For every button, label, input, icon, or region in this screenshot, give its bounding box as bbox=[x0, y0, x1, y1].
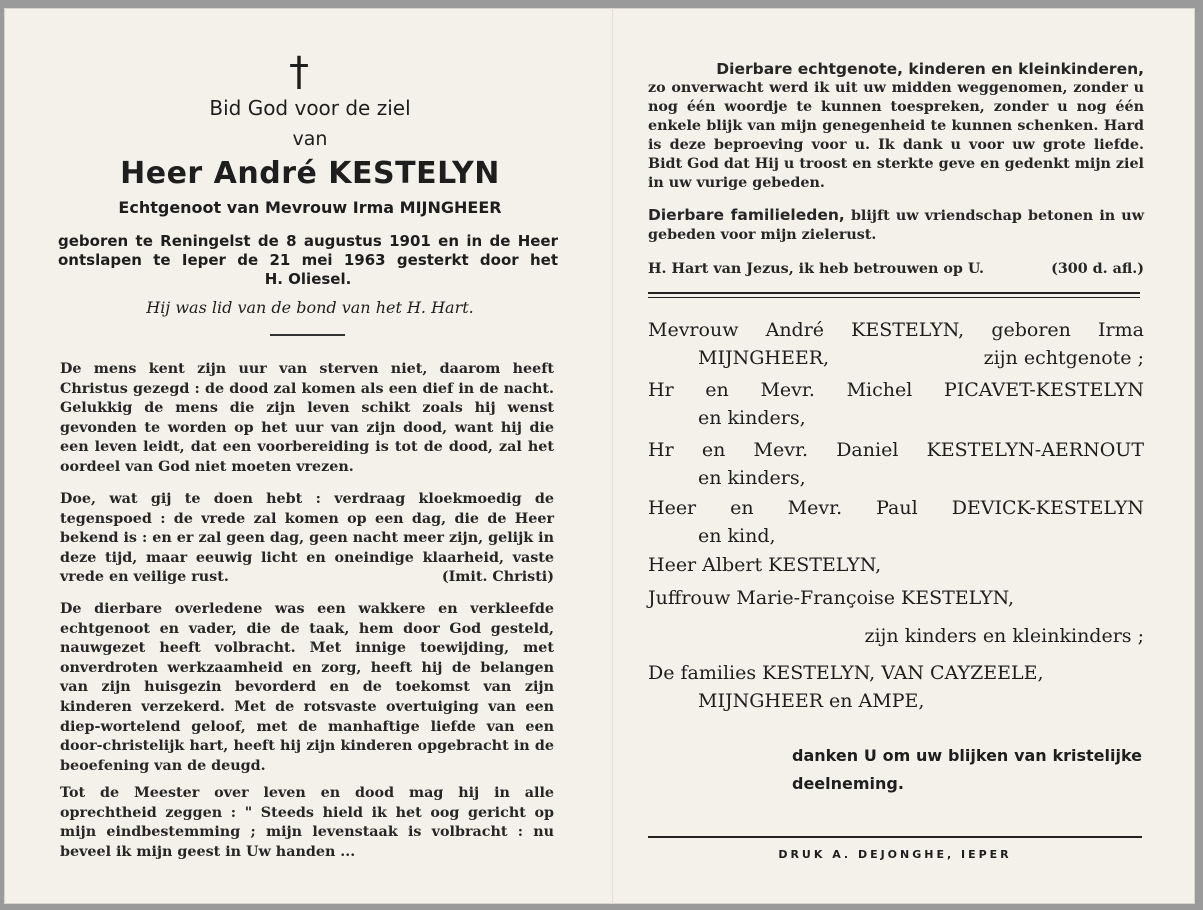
family-7-text: zijn kinders en kleinkinders ; bbox=[864, 625, 1144, 647]
right-page bbox=[612, 8, 1195, 904]
family-5: Heer Albert KESTELYN, bbox=[648, 554, 882, 576]
born-line-3: H. Oliesel. bbox=[264, 270, 352, 288]
family-3a: Hr en Mevr. Daniel KESTELYN-AERNOUT bbox=[648, 439, 1144, 461]
prayer-line bbox=[648, 261, 1144, 277]
van-text: van bbox=[292, 128, 328, 150]
paragraph-1: De mens kent zijn uur van sterven niet, daarom heeft Christus gezegd : de dood zal komen als een dief in de nacht. Gelukkig de mens die zijn leven schikt zoals hij wenst gevonden te worden op het uur van zijn dood, want hij die een leven leidt, dat een voorbereiding is tot de dood, zal het oordeel van God niet moeten vrezen. bbox=[60, 361, 554, 475]
birth-death-text bbox=[58, 232, 558, 289]
address-relatives bbox=[648, 206, 1144, 245]
family-1c: zijn echtgenote ; bbox=[983, 347, 1144, 369]
indulgence-text: (300 d. afl.) bbox=[1051, 261, 1144, 277]
family-4a: Heer en Mevr. Paul DEVICK-KESTELYN bbox=[648, 497, 1144, 519]
family-4b: en kind, bbox=[698, 525, 776, 547]
divider bbox=[270, 334, 345, 336]
paragraph-2-source: (Imit. Christi) bbox=[441, 569, 554, 586]
family-group-3 bbox=[648, 436, 1144, 492]
bottom-rule bbox=[648, 836, 1142, 838]
born-line-1: geboren te Reningelst de 8 augustus 1901 en in de Heer bbox=[58, 232, 558, 250]
address-family-heading: Dierbare echtgenote, kinderen en kleinkinderen, bbox=[716, 60, 1144, 78]
family-group-2 bbox=[648, 376, 1144, 432]
family-list bbox=[648, 316, 1144, 372]
address-relatives-text: blijft uw vriendschap betonen in uw gebeden voor mijn zielerust. bbox=[648, 208, 1144, 243]
thanks-text: danken U om uw blijken van kristelijke deelneming. bbox=[792, 746, 1142, 793]
family-group-4 bbox=[648, 494, 1144, 550]
spouse-line: Echtgenoot van Mevrouw Irma MIJNGHEER bbox=[118, 198, 502, 217]
double-rule bbox=[648, 292, 1140, 298]
left-page bbox=[0, 8, 612, 904]
born-line-2: ontslapen te Ieper de 21 mei 1963 gesterkt door het bbox=[58, 251, 558, 269]
family-8a: De families KESTELYN, VAN CAYZEELE, bbox=[648, 662, 1044, 684]
paragraph-2 bbox=[60, 490, 554, 588]
family-2b: en kinders, bbox=[698, 407, 806, 429]
intro-text: Bid God voor de ziel bbox=[209, 96, 411, 120]
deceased-name: Heer André KESTELYN bbox=[120, 156, 500, 191]
address-family-text: zo onverwacht werd ik uit uw midden weggenomen, zonder u nog één woordje te kunnen toespreken, zonder u nog één enkele blijk van mijn genegenheid te kunnen schenken. Hard is deze beproeving voor u. Ik dank u voor uw grote liefde. Bidt God dat Hij u troost en sterkte geve en gedenkt mijn ziel in uw vurige gebeden. bbox=[648, 80, 1144, 191]
family-1b-row bbox=[648, 344, 1144, 372]
paragraph-4: Tot de Meester over leven en dood mag hij in alle oprechtheid zeggen : " Steeds hield ik het oog gericht op mijn eindbestemming ; mijn levenstaak is volbracht : nu beveel ik mijn geest in Uw handen ... bbox=[60, 785, 554, 860]
membership-line: Hij was lid van de bond van het H. Hart. bbox=[146, 298, 474, 317]
family-1b: MIJNGHEER, bbox=[698, 347, 830, 369]
family-3b: en kinders, bbox=[698, 467, 806, 489]
family-group-8 bbox=[648, 659, 1144, 715]
family-7 bbox=[648, 622, 1144, 650]
prayer-text: H. Hart van Jezus, ik heb betrouwen op U. bbox=[648, 261, 985, 277]
cross-icon: † bbox=[289, 49, 309, 95]
address-family bbox=[648, 60, 1144, 193]
address-relatives-heading: Dierbare familieleden, bbox=[648, 206, 845, 224]
family-2a: Hr en Mevr. Michel PICAVET-KESTELYN bbox=[648, 379, 1144, 401]
paragraph-2-text: Doe, wat gij te doen hebt : verdraag kloekmoedig de tegenspoed : de vrede zal komen op een dag, die de Heer bekend is : en er zal geen dag, geen nacht meer zijn, gelijk in deze tijd, maar eeuwig licht en oneindige klaarheid, vaste vrede en veilige rust. bbox=[60, 491, 554, 586]
paragraph-3: De dierbare overledene was een wakkere en verkleefde echtgenoot en vader, die de taak, hem door God gesteld, nauwgezet heeft volbracht. Met innige toewijding, met onverdroten werkzaamheid en zorg, heeft hij de belangen van zijn huisgezin bevorderd en de toekomst van zijn kinderen verzekerd. Met de rotsvaste overtuiging van een diep-wortelend geloof, met de manhaftige liefde van een door-christelijk hart, heeft hij zijn kinderen opgebracht in de beoefening van de deugd. bbox=[60, 601, 554, 774]
family-1a: Mevrouw André KESTELYN, geboren Irma bbox=[648, 319, 1144, 341]
printer-credit: DRUK A. DEJONGHE, IEPER bbox=[778, 848, 1012, 861]
family-8b: MIJNGHEER en AMPE, bbox=[698, 690, 925, 712]
family-6: Juffrouw Marie-Françoise KESTELYN, bbox=[648, 587, 1015, 609]
